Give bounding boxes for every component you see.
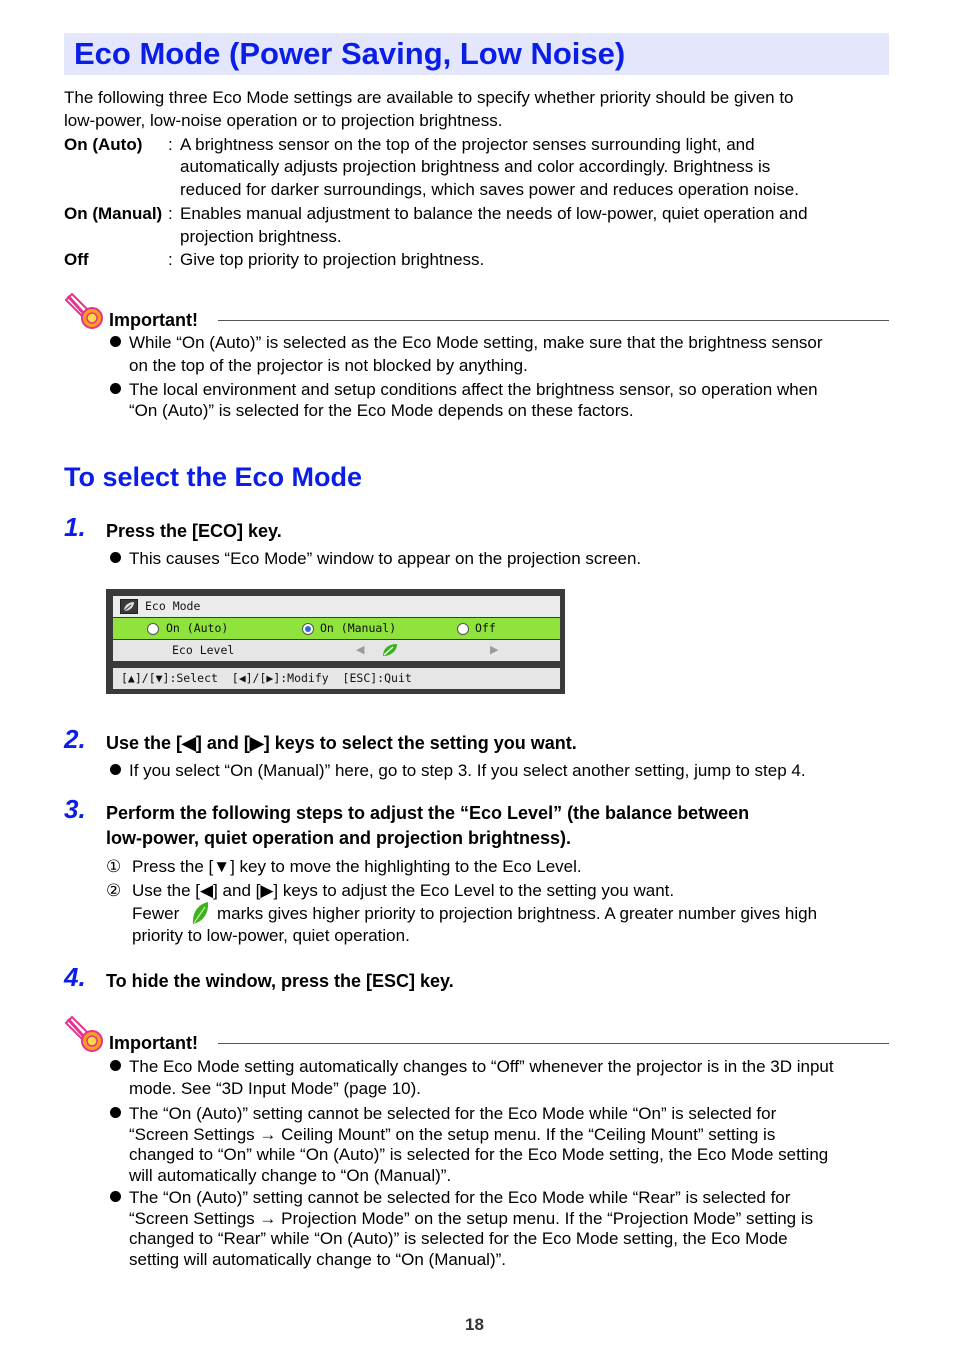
- bullet-icon: [110, 1107, 121, 1118]
- step-number: 1.: [64, 512, 86, 542]
- right-arrow-icon[interactable]: ▶: [490, 644, 499, 656]
- radio-on-manual[interactable]: [302, 623, 314, 635]
- radio-on-auto[interactable]: [147, 623, 159, 635]
- fewer-text: Fewer: [132, 904, 180, 923]
- important-label: Important!: [109, 310, 198, 330]
- page-number: 18: [465, 1315, 484, 1334]
- setting-desc-line: automatically adjusts projection brightness and color accordingly. Brightness is: [180, 157, 771, 176]
- important-item-line: changed to “Rear” while “On (Auto)” is selected for the Eco Mode setting, the Eco Mode: [129, 1229, 788, 1248]
- left-arrow-icon[interactable]: ◀: [356, 644, 365, 656]
- intro-line-1: The following three Eco Mode settings are available to specify whether priority should be given to: [64, 88, 794, 107]
- step-title: Use the [◀] and [▶] keys to select the setting you want.: [106, 733, 577, 753]
- important-item-line: setting will automatically change to “On (Manual)”.: [129, 1250, 506, 1269]
- important-item-line: on the top of the projector is not blocked by anything.: [129, 356, 528, 375]
- setting-desc-line: reduced for darker surroundings, which saves power and reduces operation noise.: [180, 180, 799, 199]
- setting-sep: :: [168, 135, 173, 154]
- important-label: Important!: [109, 1033, 198, 1053]
- sub-step-mark: ②: [106, 881, 122, 900]
- bullet-icon: [110, 764, 121, 775]
- important-item-line: The Eco Mode setting automatically changes to “Off” whenever the projector is in the 3D input: [129, 1057, 834, 1076]
- bullet-icon: [110, 336, 121, 347]
- important-item-line: The “On (Auto)” setting cannot be selected for the Eco Mode while “On” is selected for: [129, 1104, 777, 1123]
- important-item-line: “Screen Settings → Projection Mode” on the setup menu. If the “Projection Mode” setting is: [129, 1209, 814, 1228]
- step-title: To hide the window, press the [ESC] key.: [106, 971, 454, 991]
- setting-sep: :: [168, 204, 173, 223]
- step-bullet-text: If you select “On (Manual)” here, go to step 3. If you select another setting, jump to step 4.: [129, 761, 806, 780]
- fewer-line-2: priority to low-power, quiet operation.: [132, 926, 410, 945]
- important-item-line: The “On (Auto)” setting cannot be selected for the Eco Mode while “Rear” is selected for: [129, 1188, 791, 1207]
- divider: [218, 1043, 889, 1044]
- sub-step-text: Press the [▼] key to move the highlighting to the Eco Level.: [132, 857, 582, 876]
- important-item-line: “Screen Settings → Ceiling Mount” on the setup menu. If the “Ceiling Mount” setting is: [129, 1125, 776, 1144]
- setting-term-on-auto: On (Auto): [64, 135, 143, 154]
- radio-off[interactable]: [457, 623, 469, 635]
- important-item-line: mode. See “3D Input Mode” (page 10).: [129, 1079, 421, 1098]
- important-item-line: While “On (Auto)” is selected as the Eco Mode setting, make sure that the brightness sensor: [129, 333, 823, 352]
- step-title-line-1: Perform the following steps to adjust the “Eco Level” (the balance between: [106, 803, 750, 823]
- eco-level-leaf-icon: [381, 642, 399, 658]
- step-title-line-2: low-power, quiet operation and projection brightness).: [106, 828, 572, 848]
- setting-sep: :: [168, 250, 173, 269]
- eco-level-label: Eco Level: [172, 643, 235, 657]
- eco-window-title: Eco Mode: [145, 599, 201, 613]
- divider: [218, 320, 889, 321]
- bullet-icon: [110, 383, 121, 394]
- step-bullet-text: This causes “Eco Mode” window to appear on the projection screen.: [129, 549, 642, 568]
- bullet-icon: [110, 1191, 121, 1202]
- step-number: 4.: [64, 962, 86, 992]
- important-pencil-icon: [64, 290, 106, 330]
- setting-term-off: Off: [64, 250, 89, 269]
- section-heading: To select the Eco Mode: [64, 462, 363, 492]
- step-number: 3.: [64, 794, 86, 824]
- eco-window-help: [▲]/[▼]:Select [◀]/[▶]:Modify [ESC]:Quit: [121, 671, 412, 685]
- setting-desc-line: Enables manual adjustment to balance the needs of low-power, quiet operation and: [180, 204, 808, 223]
- bullet-icon: [110, 552, 121, 563]
- option-on-auto[interactable]: On (Auto): [166, 621, 229, 635]
- fewer-rest-text: marks gives higher priority to projection brightness. A greater number gives high: [217, 904, 818, 923]
- important-item-line: will automatically change to “On (Manual)”.: [129, 1166, 452, 1185]
- option-off[interactable]: Off: [475, 621, 496, 635]
- step-title: Press the [ECO] key.: [106, 521, 282, 541]
- bullet-icon: [110, 1060, 121, 1071]
- important-item-line: changed to “On” while “On (Auto)” is selected for the Eco Mode setting, the Eco Mode setting: [129, 1145, 829, 1164]
- sub-step-mark: ①: [106, 857, 122, 876]
- important-item-line: The local environment and setup conditions affect the brightness sensor, so operation when: [129, 380, 818, 399]
- important-pencil-icon: [64, 1013, 106, 1053]
- intro-line-2: low-power, low-noise operation or to projection brightness.: [64, 111, 503, 130]
- setting-term-on-manual: On (Manual): [64, 204, 163, 223]
- page-title: Eco Mode (Power Saving, Low Noise): [74, 36, 626, 71]
- eco-leaf-icon: [120, 599, 138, 614]
- setting-desc-line: A brightness sensor on the top of the projector senses surrounding light, and: [180, 135, 755, 154]
- setting-desc-line: projection brightness.: [180, 227, 342, 246]
- eco-leaf-mark-icon: [190, 900, 210, 926]
- setting-desc-line: Give top priority to projection brightness.: [180, 250, 485, 269]
- important-item-line: “On (Auto)” is selected for the Eco Mode depends on these factors.: [129, 401, 634, 420]
- step-number: 2.: [64, 724, 86, 754]
- option-on-manual[interactable]: On (Manual): [320, 621, 397, 635]
- sub-step-text: Use the [◀] and [▶] keys to adjust the Eco Level to the setting you want.: [132, 881, 675, 900]
